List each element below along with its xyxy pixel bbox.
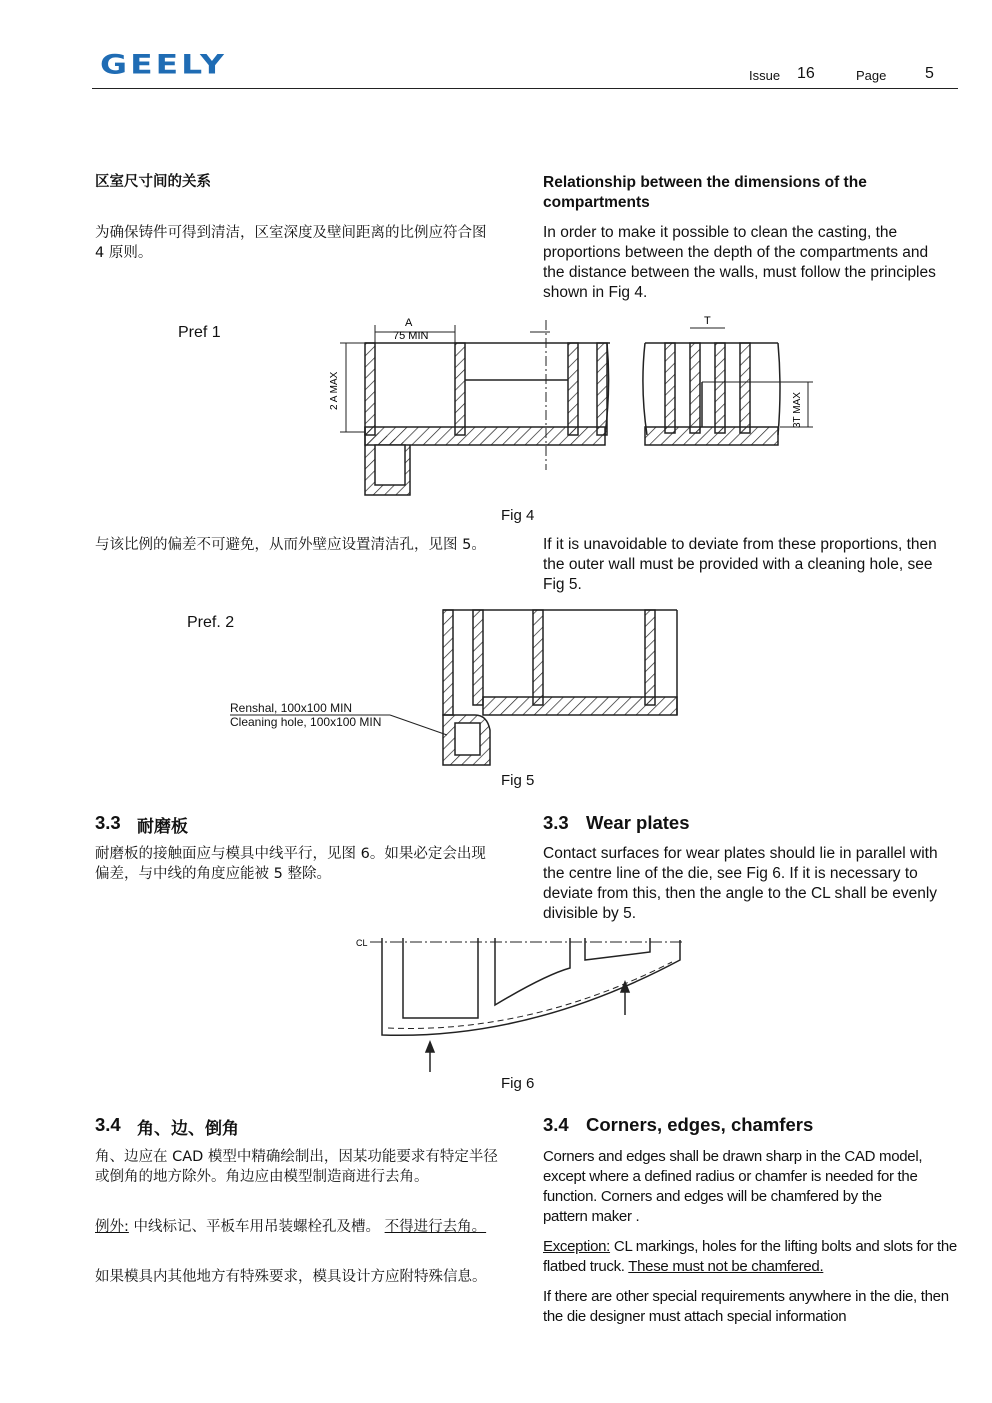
zh-deviation-body: 与该比例的偏差不可避免，从而外壁应设置清洁孔，见图 5。 bbox=[95, 537, 486, 553]
geely-logo: GEELY bbox=[100, 48, 227, 80]
zh-section-34-num: 3.4 bbox=[95, 1114, 121, 1135]
zh-section-34-body: 角、边应在 CAD 模型中精确绘制出，因某功能要求有特定半径或倒角的地方除外。角边应由模型制造商进行去角。 bbox=[95, 1149, 498, 1185]
en-section-33-title: Wear plates bbox=[586, 812, 690, 833]
zh-section-34-body2: 如果模具内其他地方有特殊要求，模具设计方应附特殊信息。 bbox=[95, 1269, 487, 1285]
fig4-dim-a: A bbox=[405, 317, 413, 329]
en-section-34-exception bbox=[543, 1237, 958, 1277]
en-section-34-title: Corners, edges, chamfers bbox=[586, 1114, 814, 1135]
en-section-33-num: 3.3 bbox=[543, 812, 569, 833]
fig6-cl-label: CL bbox=[356, 938, 368, 948]
fig4-dim-3t: 3T MAX bbox=[792, 392, 803, 428]
fig4-dim-t: T bbox=[704, 315, 711, 327]
fig5-caption: Fig 5 bbox=[501, 772, 535, 789]
fig4-dim-2a: 2 A MAX bbox=[329, 371, 340, 410]
fig5-label-cleaning: Cleaning hole, 100x100 MIN bbox=[230, 715, 382, 729]
fig6-caption: Fig 6 bbox=[501, 1075, 535, 1092]
fig4-pref-label: Pref 1 bbox=[178, 324, 221, 341]
fig5-pref-label: Pref. 2 bbox=[187, 614, 235, 631]
fig4-drawing bbox=[320, 310, 820, 505]
en-exception-label: Exception: bbox=[543, 1238, 611, 1255]
fig4-dim-75: 75 MIN bbox=[393, 330, 429, 342]
fig5-drawing bbox=[225, 605, 685, 770]
zh-exception-text: 中线标记、平板车用吊装螺栓孔及槽。 bbox=[128, 1219, 385, 1235]
en-section-34-num: 3.4 bbox=[543, 1114, 569, 1135]
fig6-drawing bbox=[350, 930, 690, 1075]
en-exception-note: These must not be chamfered. bbox=[628, 1258, 824, 1275]
fig4-caption: Fig 4 bbox=[501, 507, 535, 524]
en-exception-text: CL markings, holes for the lifting bolts and slots for the flatbed truck. bbox=[543, 1238, 957, 1275]
zh-compartments-title: 区室尺寸间的关系 bbox=[95, 174, 211, 190]
zh-section-33-body: 耐磨板的接触面应与模具中线平行，见图 6。如果必定会出现偏差，与中线的角度应能被 5 整除。 bbox=[95, 846, 486, 882]
en-compartments-body: In order to make it possible to clean the casting, the proportions between the depth of the compartments and the distance between the walls, must follow the principles shown in Fig 4. bbox=[543, 224, 936, 301]
zh-exception-note: 不得进行去角。 bbox=[384, 1219, 487, 1235]
en-deviation-body: If it is unavoidable to deviate from these proportions, then the outer wall must be provided with a cleaning hole, see Fig 5. bbox=[543, 536, 937, 593]
zh-section-33-num: 3.3 bbox=[95, 812, 121, 833]
page-label: Page bbox=[856, 68, 887, 83]
zh-section-33-title: 耐磨板 bbox=[137, 817, 188, 837]
en-section-34-body: Corners and edges shall be drawn sharp in the CAD model, except where a defined radius or chamfer is needed for the function. Corners and edges will be chamfered by the pattern maker . bbox=[543, 1148, 923, 1225]
en-section-34-body2: If there are other special requirements anywhere in the die, then the die designer must attach special information bbox=[543, 1288, 949, 1325]
en-compartments-title: Relationship between the dimensions of the compartments bbox=[543, 174, 867, 211]
issue-value: 16 bbox=[797, 65, 815, 82]
zh-section-34-exception bbox=[95, 1217, 500, 1237]
issue-label: Issue bbox=[749, 68, 781, 83]
en-section-33-body: Contact surfaces for wear plates should lie in parallel with the centre line of the die, see Fig 6. If it is necessary to deviate from this, then the angle to the CL shall be evenly divisible by 5. bbox=[543, 845, 938, 922]
header-rule bbox=[92, 88, 958, 89]
page-value: 5 bbox=[925, 65, 934, 82]
fig5-label-renshal: Renshal, 100x100 MIN bbox=[230, 701, 353, 715]
zh-section-34-title: 角、边、倒角 bbox=[137, 1119, 239, 1139]
zh-exception-label: 例外: bbox=[95, 1219, 129, 1235]
zh-compartments-body: 为确保铸件可得到清洁，区室深度及壁间距离的比例应符合图 4 原则。 bbox=[95, 225, 487, 261]
